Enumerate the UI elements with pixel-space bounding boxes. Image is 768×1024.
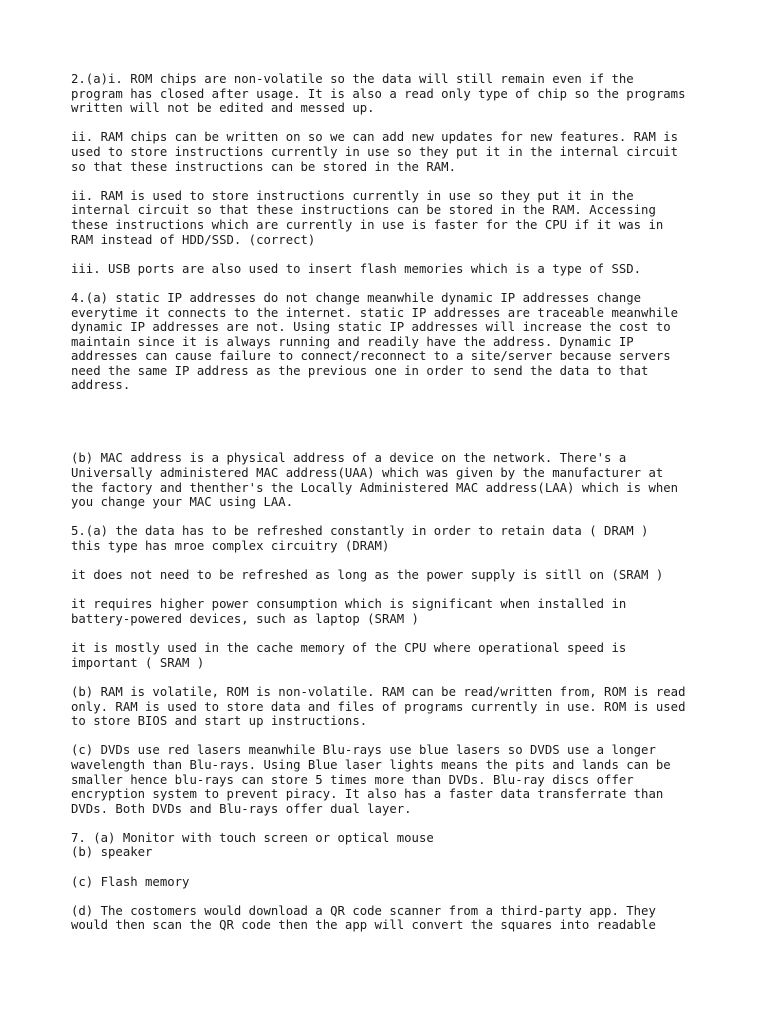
answer-5c: (c) DVDs use red lasers meanwhile Blu-rays use blue lasers so DVDS use a longer wavelength than Blu-rays. Using Blue laser lights means the pits and lands can be smaller hence blu-rays can store 5 times more than DVDs. Blu-ray discs offer encryption system to prevent piracy. It also has a faster data transferrate than DVDs. Both DVDs and Blu-rays offer dual layer. — [71, 743, 671, 816]
answer-2a-iii: iii. USB ports are also used to insert flash memories which is a type of SSD. — [71, 261, 642, 276]
blank-gap — [71, 408, 711, 452]
answer-5a-dram: 5.(a) the data has to be refreshed constantly in order to retain data ( DRAM ) this type has mroe complex circuitry (DRAM) — [71, 524, 649, 554]
answer-7d: (d) The costomers would download a QR code scanner from a third-party app. They would then scan the QR code then the app will convert the squares into readable — [71, 903, 656, 933]
answer-5b: (b) RAM is volatile, ROM is non-volatile. RAM can be read/written from, ROM is read only. RAM is used to store data and files of programs currently in use. ROM is used to store BIOS and start up instructions. — [71, 684, 686, 729]
answer-2a-ii-first: ii. RAM chips can be written on so we can add new updates for new features. RAM is used to store instructions currently in use so they put it in the internal circuit so that these instructions can be stored in the RAM. — [71, 130, 679, 174]
answer-7a-b: 7. (a) Monitor with touch screen or optical mouse (b) speaker — [71, 830, 434, 860]
answer-7c: (c) Flash memory — [71, 874, 190, 889]
answer-2a-ii-correct: ii. RAM is used to store instructions currently in use so they put it in the internal circuit so that these instructions can be stored in the RAM. Accessing these instructions which are currently in use is faster for the CPU if it was in RAM instead of HDD/SSD. (correct) — [71, 188, 664, 247]
answer-2a-i: 2.(a)i. ROM chips are non-volatile so the data will still remain even if the program has closed after usage. It is also a read only type of chip so the programs written will not be edited and messed up. — [71, 72, 686, 116]
answer-5a-sram-cache: it is mostly used in the cache memory of the CPU where operational speed is important ( SRAM ) — [71, 641, 627, 670]
answer-5a-sram-power: it requires higher power consumption which is significant when installed in battery-powered devices, such as laptop (SRAM ) — [71, 597, 627, 626]
document-page — [71, 72, 711, 948]
answer-4b: (b) MAC address is a physical address of a device on the network. There's a Universally administered MAC address(UAA) which was given by the manufacturer at the factory and thenther's the Locally Administered MAC address(LAA) which is when you change your MAC using LAA. — [71, 451, 679, 510]
answer-5a-sram-refresh: it does not need to be refreshed as long as the power supply is sitll on (SRAM ) — [71, 568, 664, 583]
answer-4a: 4.(a) static IP addresses do not change meanwhile dynamic IP addresses change everytime it connects to the internet. static IP addresses are traceable meanwhile dynamic IP addresses are not. Using static IP addresses will increase the cost to maintain since it is always running and readily have the address. Dynamic IP addresses can cause failure to connect/reconnect to a site/server because servers need the same IP address as the previous one in order to send the data to that address. — [71, 290, 679, 393]
